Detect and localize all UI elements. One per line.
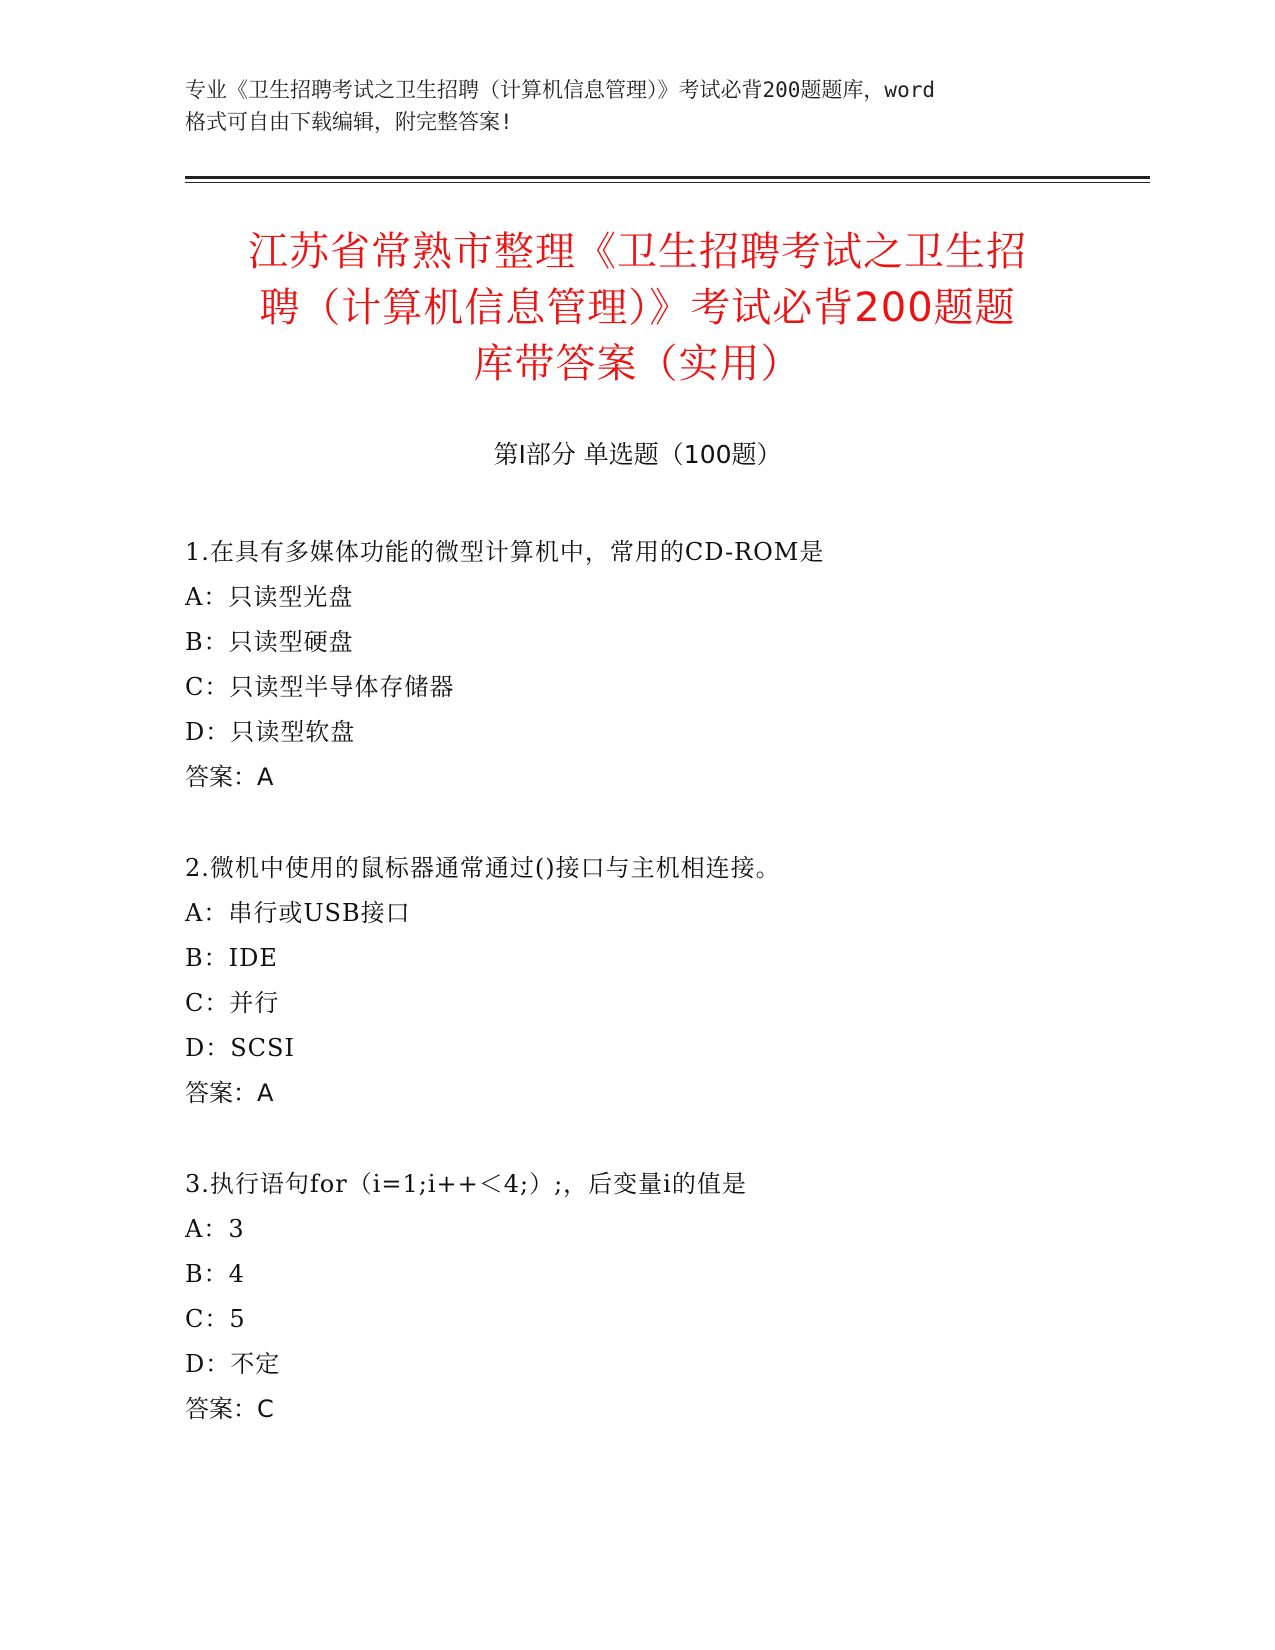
option-b: B：IDE xyxy=(185,944,278,972)
option-a: A：串行或USB接口 xyxy=(185,899,411,927)
option-c: C：并行 xyxy=(185,989,280,1017)
question-item xyxy=(185,846,1085,1116)
option-b: B：只读型硬盘 xyxy=(185,628,354,656)
option-b: B：4 xyxy=(185,1260,245,1288)
option-a: A：只读型光盘 xyxy=(185,583,354,611)
document-title-line-1: 江苏省常熟市整理《卫生招聘考试之卫生招 xyxy=(248,229,1027,275)
section-title: 第Ⅰ部分 单选题（100题） xyxy=(493,440,782,469)
question-text: 2.微机中使用的鼠标器通常通过()接口与主机相连接。 xyxy=(185,854,781,882)
document-title-line-2: 聘（计算机信息管理）》考试必背200题题 xyxy=(259,285,1016,331)
header-divider-thick xyxy=(185,176,1150,179)
question-text: 1.在具有多媒体功能的微型计算机中，常用的CD-ROM是 xyxy=(185,538,825,566)
header-note-line-2: 格式可自由下载编辑，附完整答案! xyxy=(185,110,513,134)
answer-line: 答案：A xyxy=(185,763,274,791)
header-note xyxy=(185,74,1085,138)
option-c: C：只读型半导体存储器 xyxy=(185,673,455,701)
question-text: 3.执行语句for（i=1;i++＜4;）;，后变量i的值是 xyxy=(185,1170,747,1198)
document-title-line-3: 库带答案（实用） xyxy=(473,341,802,387)
answer-line: 答案：A xyxy=(185,1079,274,1107)
option-d: D：不定 xyxy=(185,1350,281,1378)
option-d: D：SCSI xyxy=(185,1034,295,1062)
option-d: D：只读型软盘 xyxy=(185,718,356,746)
question-item xyxy=(185,530,1085,800)
header-note-line-1: 专业《卫生招聘考试之卫生招聘（计算机信息管理）》考试必背200题题库，word xyxy=(185,78,935,102)
option-c: C：5 xyxy=(185,1305,246,1333)
question-list xyxy=(185,530,1085,1478)
document-title xyxy=(190,224,1085,392)
option-a: A：3 xyxy=(185,1215,245,1243)
answer-line: 答案：C xyxy=(185,1395,274,1423)
header-divider-thin xyxy=(185,182,1150,183)
question-item xyxy=(185,1162,1085,1432)
